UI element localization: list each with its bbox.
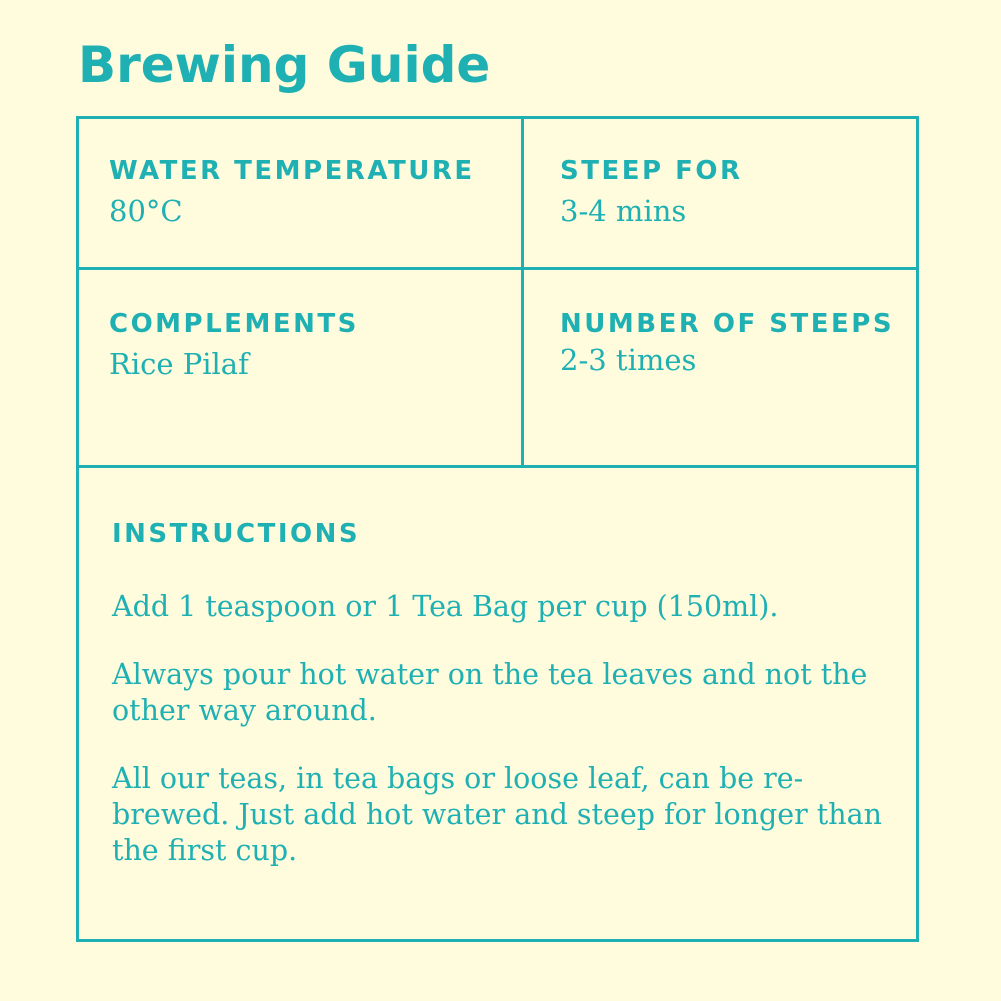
steep-for-value: 3-4 mins	[560, 194, 687, 228]
water-temperature-cell	[109, 154, 475, 230]
row-divider	[79, 267, 916, 270]
brewing-guide-table	[76, 116, 919, 942]
steep-for-label: STEEP FOR	[560, 156, 743, 186]
complements-label: COMPLEMENTS	[109, 309, 359, 339]
column-divider	[521, 119, 524, 467]
instructions-heading: INSTRUCTIONS	[112, 519, 361, 549]
page-title: Brewing Guide	[78, 36, 491, 94]
complements-value: Rice Pilaf	[109, 347, 249, 381]
number-of-steeps-label: NUMBER OF STEEPS	[560, 309, 895, 339]
instruction-paragraph: Always pour hot water on the tea leaves and not the other way around.	[112, 658, 868, 727]
water-temperature-label: WATER TEMPERATURE	[109, 156, 475, 186]
section-divider	[79, 465, 916, 468]
number-of-steeps-value: 2-3 times	[560, 343, 697, 377]
number-of-steeps-cell	[560, 307, 894, 379]
instruction-paragraph: All our teas, in tea bags or loose leaf, can be re-brewed. Just add hot water and steep for longer than the first cup.	[112, 762, 882, 867]
water-temperature-value: 80°C	[109, 194, 183, 228]
complements-cell	[109, 307, 359, 383]
instruction-paragraph: Add 1 teaspoon or 1 Tea Bag per cup (150ml).	[112, 590, 779, 623]
steep-for-cell	[560, 154, 742, 230]
instructions-section	[112, 517, 892, 869]
